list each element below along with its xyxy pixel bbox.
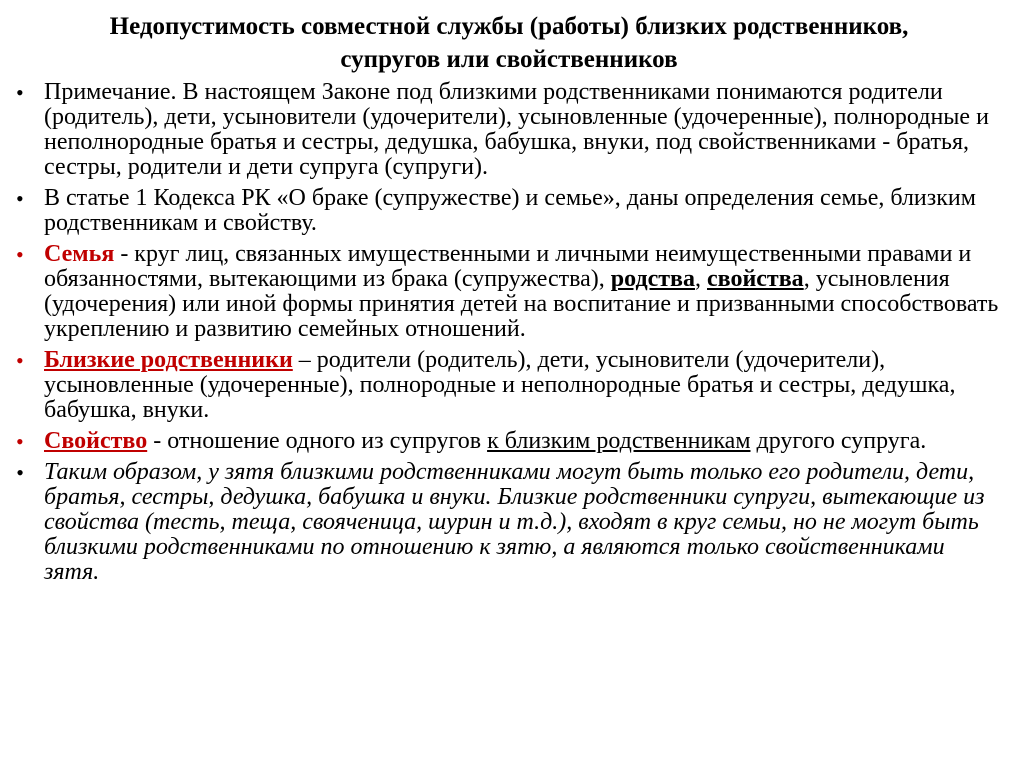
term-family: Семья	[44, 241, 115, 267]
bullet-code-article	[16, 186, 1002, 236]
title-line-1: Недопустимость совместной службы (работы) близких родственников,	[109, 13, 909, 40]
bullet-dot-icon: •	[16, 460, 24, 485]
bullet-affinity-definition	[16, 429, 1002, 454]
term-close-relatives: Близкие родственники	[44, 347, 293, 373]
family-text-2: ,	[695, 266, 707, 292]
slide-title	[16, 10, 1002, 76]
bullet-note	[16, 80, 1002, 180]
term-kinship: родства	[610, 266, 695, 292]
close-relatives-text: – родители (родитель), дети, усыновители (удочерители), усыновленные (удочеренные), полнородные и неполнородные братья и сестры, дедушка, бабушка, внуки.	[44, 347, 956, 423]
term-affinity-ref: свойства	[707, 266, 804, 292]
bullet-dot-icon: •	[16, 242, 24, 267]
bullet-dot-icon: •	[16, 186, 24, 211]
bullet-dot-icon: •	[16, 80, 24, 105]
title-line-2: супругов или свойственников	[340, 46, 678, 73]
family-text-1: - круг лиц, связанных имущественными и личными неимущественными правами и обязанностями, вытекающими из брака (супружества),	[44, 241, 972, 292]
bullet-dot-icon: •	[16, 429, 24, 454]
bullet-close-relatives-definition	[16, 348, 1002, 423]
bullet-family-definition	[16, 242, 1002, 342]
affinity-underlined: к близким родственникам	[487, 428, 751, 454]
bullet-dot-icon: •	[16, 348, 24, 373]
affinity-text-1: - отношение одного из супругов	[147, 428, 488, 454]
affinity-text-2: другого супруга.	[750, 428, 927, 454]
term-affinity: Свойство	[44, 428, 148, 454]
bullet-conclusion	[16, 460, 1002, 585]
bullet-list	[16, 80, 1002, 585]
note-text: Примечание. В настоящем Законе под близкими родственниками понимаются родители (родитель), дети, усыновители (удочерители), усыновленные (удочеренные), полнородные и неполнородные братья и сестры, дедушка, бабушка, внуки, под свойственниками - братья, сестры, родители и дети супруга (супруги).	[44, 79, 989, 180]
conclusion-text: Таким образом, у зятя близкими родственниками могут быть только его родители, дети, братья, сестры, дедушка, бабушка и внуки. Близкие родственники супруги, вытекающие из свойства (тесть, теща, свояченица, шурин и т.д.), входят в круг семьи, но не могут быть близкими родственниками по отношению к зятю, а являются только свойственниками зятя.	[44, 459, 985, 585]
family-text-3: , усыновления (удочерения) или иной формы принятия детей на воспитание и призванными способствовать укреплению и развитию семейных отношений.	[44, 266, 999, 342]
code-article-text: В статье 1 Кодекса РК «О браке (супружестве) и семье», даны определения семье, близким родственникам и свойству.	[44, 185, 976, 236]
